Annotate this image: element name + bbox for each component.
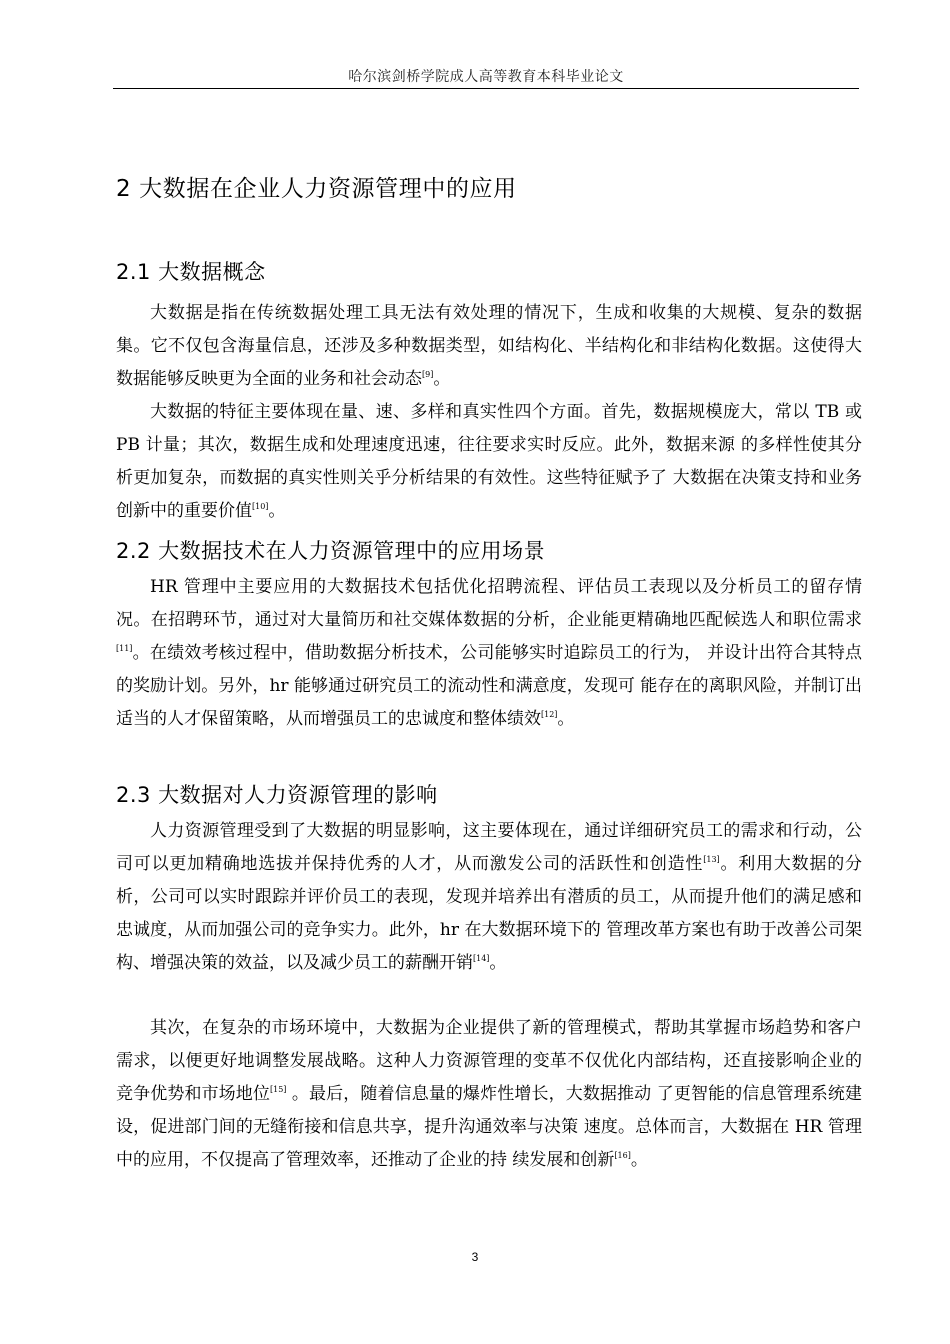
- citation-10: [10]: [252, 502, 269, 511]
- section-title-2-3: 2.3 大数据对人力资源管理的影响: [116, 783, 438, 807]
- citation-16: [16]: [614, 1151, 631, 1160]
- chapter-title: 2 大数据在企业人力资源管理中的应用: [116, 176, 517, 202]
- section-title-2-2: 2.2 大数据技术在人力资源管理中的应用场景: [116, 539, 546, 563]
- page-number: 3: [471, 1250, 479, 1264]
- header-divider: [113, 88, 859, 89]
- citation-12: [12]: [541, 710, 558, 719]
- citation-11: [11]: [116, 644, 133, 653]
- paragraph-2-3-b: [116, 1012, 862, 1177]
- paragraph-text: 人力资源管理受到了大数据的明显影响，这主要体现在，通过详细研究员工的需求和行动，公司可以更加精确地选拔并保持优秀的人才，从而激发公司的活跃性和创造性: [116, 821, 862, 874]
- paragraph-text: 大数据的特征主要体现在量、速、多样和真实性四个方面。首先，数据规模庞大，常以 TB 或 PB 计量；其次，数据生成和处理速度迅速，往往要求实时反应。此外，数据来源 的多样性使其分析更加复杂，而数据的真实性则关乎分析结果的有效性。这些特征赋予了 大数据在决策支持和业务创新中的重要价值: [116, 402, 862, 521]
- paragraph-2-1-b: [116, 396, 862, 528]
- citation-14: [14]: [473, 954, 490, 963]
- paragraph-tail: 。最后，随着信息量的爆炸性增长，大数据推动 了更智能的信息管理系统建设，促进部门间的无缝衔接和信息共享，提升沟通效率与决策 速度。总体而言，大数据在 HR 管理中的应用，不仅提高了管理效率，还推动了企业的持 续发展和创新: [116, 1084, 862, 1170]
- citation-15: [15]: [270, 1085, 287, 1094]
- citation-13: [13]: [703, 855, 720, 864]
- paragraph-tail: 。: [268, 501, 286, 521]
- paragraph-2-2-a: [116, 571, 862, 736]
- paragraph-2-1-a: [116, 297, 862, 396]
- paragraph-tail: 。: [433, 369, 451, 389]
- paragraph-text: HR 管理中主要应用的大数据技术包括优化招聘流程、评估员工表现以及分析员工的留存情况。在招聘环节，通过对大量简历和社交媒体数据的分析，企业能更精确地匹配候选人和职位需求: [116, 577, 862, 630]
- paragraph-tail: 。在绩效考核过程中，借助数据分析技术，公司能够实时追踪员工的行为， 并设计出符合其特点的奖励计划。另外，hr 能够通过研究员工的流动性和满意度，发现可 能存在的离职风险，并制订出适当的人才保留策略，从而增强员工的忠诚度和整体绩效: [116, 643, 862, 729]
- running-header: 哈尔滨剑桥学院成人高等教育本科毕业论文: [348, 69, 624, 85]
- paragraph-text: 其次，在复杂的市场环境中，大数据为企业提供了新的管理模式，帮助其掌握市场趋势和客户需求，以便更好地调整发展战略。这种人力资源管理的变革不仅优化内部结构，还直接影响企业的竞争优势和市场地位: [116, 1018, 862, 1104]
- citation-9: [9]: [422, 370, 434, 379]
- paragraph-tail: 。: [489, 953, 507, 973]
- paragraph-2-3-a: [116, 815, 862, 980]
- paragraph-text: 大数据是指在传统数据处理工具无法有效处理的情况下，生成和收集的大规模、复杂的数据集。它不仅包含海量信息，还涉及多种数据类型，如结构化、半结构化和非结构化数据。这使得大数据能够反映更为全面的业务和社会动态: [116, 303, 862, 389]
- paragraph-tail: 。: [630, 1150, 648, 1170]
- paragraph-tail: 。: [557, 709, 575, 729]
- section-title-2-1: 2.1 大数据概念: [116, 260, 266, 284]
- paragraph-tail: 。利用大数据的分析，公司可以实时跟踪并评价员工的表现，发现并培养出有潜质的员工，从而提升他们的满足感和忠诚度，从而加强公司的竞争实力。此外，hr 在大数据环境下的 管理改革方案也有助于改善公司架构、增强决策的效益，以及减少员工的薪酬开销: [116, 854, 863, 973]
